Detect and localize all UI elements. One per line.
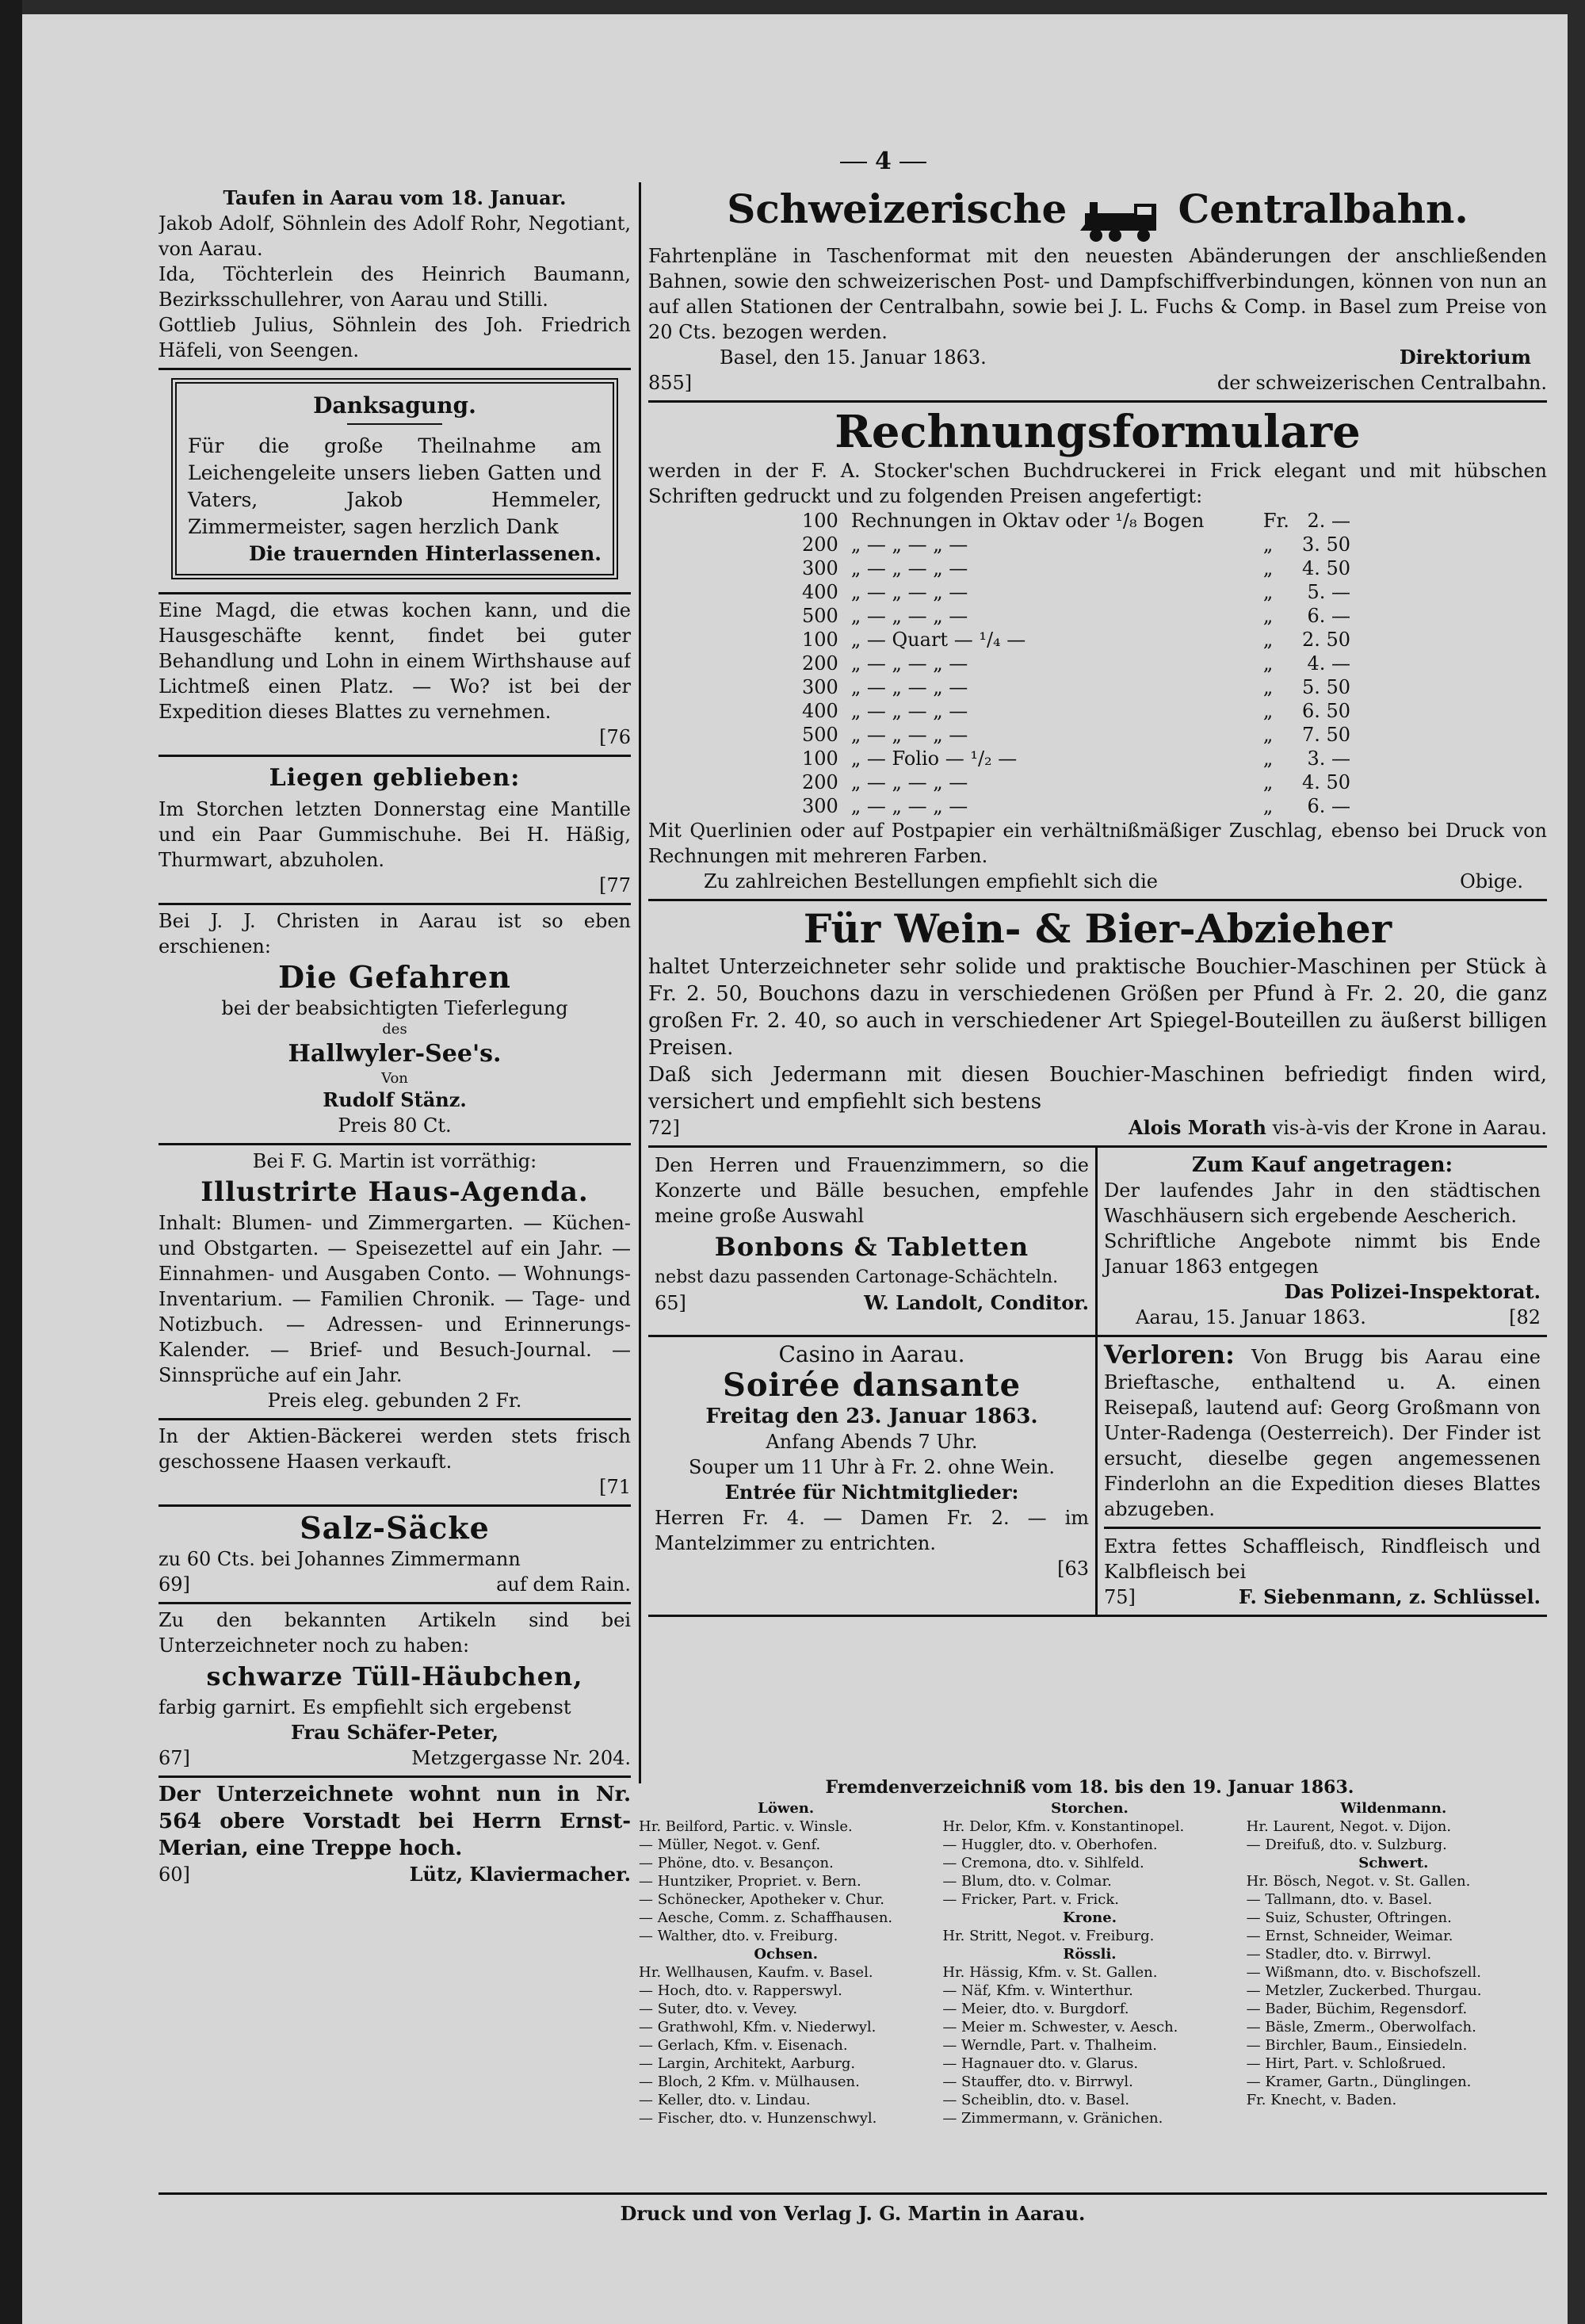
casino-souper: Souper um 11 Uhr à Fr. 2. ohne Wein. [689,1455,1055,1478]
price-cell: 7. 50 [1301,723,1351,746]
gefahren-author: Rudolf Stänz. [323,1088,467,1111]
hotel-name: Rössli. [1063,1946,1117,1963]
salz-footer [158,1572,631,1597]
verloren-footer [1104,1584,1541,1610]
salz-notice [158,1507,631,1604]
gefahren-title: Die Gefahren [278,959,511,995]
scan-edge-left [0,0,22,2324]
price-cell: 300 [802,794,838,817]
guest-entry: — Scheiblin, dto. v. Basel. [942,2092,1130,2108]
casino-entree: Entrée für Nichtmitglieder: [724,1480,1019,1504]
guest-entry: — Metzler, Zuckerbed. Thurgau. [1246,1982,1482,1999]
price-cell: „ [1262,794,1274,817]
guest-entry: Hr. Wellhausen, Kaufm. v. Basel. [639,1964,873,1981]
guest-entry: — Stadler, dto. v. Birrwyl. [1246,1946,1432,1963]
bahn-notice [648,182,1547,403]
casino-notice [648,1337,1098,1615]
mid-two-column [648,1148,1547,1337]
haasen-notice [158,1420,631,1507]
hotel-name: Löwen. [758,1800,815,1817]
price-row [796,580,1357,604]
price-cell: 500 [802,723,838,746]
guest-entry: — Huntziker, Propriet. v. Bern. [639,1873,861,1890]
guest-entry: — Cremona, dto. v. Sihlfeld. [942,1855,1144,1871]
price-row [796,770,1357,794]
price-cell: „ [1262,604,1274,627]
guest-entry: Fr. Knecht, v. Baden. [1246,2092,1397,2108]
guest-entry: — Ernst, Schneider, Weimar. [1246,1928,1453,1944]
price-cell: „ — „ — „ — [850,604,968,627]
scan-edge-right [1568,0,1585,2324]
bonbons-title: Bonbons & Tabletten [714,1231,1029,1262]
hotel-name: Storchen. [1051,1800,1129,1817]
gefahren-price: Preis 80 Ct. [338,1114,452,1137]
guest-entry: Hr. Laurent, Negot. v. Dijon. [1246,1818,1452,1835]
price-row [796,652,1357,675]
verloren-rule [1104,1527,1541,1529]
guest-entry: — Meier, dto. v. Burgdorf. [942,2001,1129,2017]
bahn-title-left: Schweizerische [727,185,1067,232]
hauben-footer [158,1745,631,1771]
price-cell: 6. — [1307,794,1351,817]
hotel-name: Krone. [1063,1909,1117,1926]
guest-entry: — Stauffer, dto. v. Birrwyl. [942,2074,1133,2090]
haasen-number: [71 [599,1476,631,1498]
salz-number: 69] [158,1573,190,1596]
guest-entry: — Huggler, dto. v. Oberhofen. [942,1837,1158,1853]
agenda-text: Inhalt: Blumen- und Zimmergarten. — Küchen- und Obstgarten. — Speisezettel auf ein Jahr. — Einnahmen- und Ausgaben Conto. — Wohnungs-Inventarium. — Familien Chronik. — Tage- und Notizbuch. — Adressen- und Erinnerungs-Kalender. — Brief- und Besuch-Journal. — Sinnsprüche auf ein Jahr. [158,1212,631,1386]
price-row [796,533,1357,556]
verloren-notice [1098,1337,1547,1615]
price-cell: „ [1262,723,1274,746]
bahn-text: Fahrtenpläne in Taschenformat mit den neuesten Abänderungen der anschließenden Bahnen, sowie den schweizerischen Post- und Dampfschiffverbindungen, können von nun an auf allen Stationen der Centralbahn, sowie bei J. L. Fuchs & Comp. in Basel zum Preise von 20 Cts. bezogen werden. [648,244,1547,343]
magd-number: [76 [599,726,631,748]
liegen-number: [77 [599,874,631,896]
price-cell: „ — Folio — ¹/₂ — [850,747,1018,770]
wein-name: Alois Morath [1128,1115,1267,1139]
agenda-intro: Bei F. G. Martin ist vorräthig: [252,1150,537,1172]
bonbons-name: W. Landolt, Conditor. [864,1290,1089,1314]
locomotive-icon [1079,196,1166,243]
guest-entry: — Bloch, 2 Kfm. v. Mülhausen. [639,2074,860,2090]
wohnt-number: 60] [158,1863,190,1886]
danksagung-notice [158,370,631,594]
price-cell: 100 [802,628,838,651]
fremden-columns [634,1799,1545,2127]
price-row [796,794,1357,818]
agenda-notice [158,1145,631,1420]
guest-entry: Hr. Stritt, Negot. v. Freiburg. [942,1928,1155,1944]
salz-text: zu 60 Cts. bei Johannes Zimmermann [158,1548,521,1570]
price-row [796,699,1357,723]
ankauf-notice [1098,1148,1547,1335]
guest-entry: — Hoch, dto. v. Rapperswyl. [639,1982,842,1999]
price-cell: 5. 50 [1301,675,1351,698]
haasen-text: In der Aktien-Bäckerei werden stets frisch geschossene Haasen verkauft. [158,1425,631,1473]
hauben-name: Frau Schäfer-Peter, [290,1721,499,1744]
wein-number: 72] [648,1116,680,1139]
price-cell: 400 [802,699,838,722]
salz-sub: auf dem Rain. [496,1573,631,1596]
casino-prices: Herren Fr. 4. — Damen Fr. 2. — im Mantelzimmer zu entrichten. [655,1506,1089,1554]
taufen-entry: Gottlieb Julius, Söhnlein des Joh. Friedrich Häfeli, von Seengen. [158,314,631,361]
salz-title: Salz-Säcke [300,1510,490,1546]
price-cell: „ [1262,628,1274,651]
price-cell: „ — „ — „ — [850,675,968,698]
bahn-date: Basel, den 15. Januar 1863. [720,346,987,369]
casino-start: Anfang Abends 7 Uhr. [766,1430,978,1453]
hotel-name: Ochsen. [754,1946,818,1963]
price-cell: 5. — [1307,580,1351,603]
scan-edge-top [0,0,1585,14]
danksagung-rule [347,423,442,425]
guest-entry: — Hirt, Part. v. Schloßrued. [1246,2055,1446,2072]
ankauf-footer [1104,1305,1541,1330]
guest-entry: — Phöne, dto. v. Besançon. [639,1855,834,1871]
bahn-number: 855] [648,371,693,394]
price-cell: „ [1262,675,1274,698]
price-table [796,509,1357,818]
guest-entry: — Suter, dto. v. Vevey. [639,2001,798,2017]
guest-entry: — Schönecker, Apotheker v. Chur. [639,1891,885,1908]
price-cell: „ — „ — „ — [850,652,968,675]
bahn-signer2: der schweizerischen Centralbahn. [1216,371,1547,394]
wein-text: haltet Unterzeichneter sehr solide und praktische Bouchier-Maschinen per Stück à Fr. 2. 50, Bouchons dazu in verschiedenen Größen per Pfund à Fr. 2. 20, die ganz großen Fr. 2. 40, so auch in verschiedener Art Spiegel-Bouteillen zu äußerst billigen Preisen. [648,954,1547,1060]
taufen-notice [158,182,631,370]
wohnt-name: Lütz, Klaviermacher. [409,1863,631,1886]
guest-entry: — Bäsle, Zmerm., Oberwolfach. [1246,2019,1476,2035]
price-cell: 2. — [1307,509,1351,532]
fremden-column [634,1799,938,2127]
guest-entry: — Fischer, dto. v. Hunzenschwyl. [639,2110,877,2127]
ankauf-date: Aarau, 15. Januar 1863. [1136,1305,1366,1328]
price-cell: „ — „ — „ — [850,556,968,579]
price-cell: „ [1262,580,1274,603]
bonbons-number: 65] [655,1291,686,1314]
casino-date: Freitag den 23. Januar 1863. [705,1404,1038,1428]
page-number: 4 [832,147,934,175]
magd-notice [158,594,631,757]
bonbons-notice [648,1148,1098,1335]
guest-entry: — Wißmann, dto. v. Bischofszell. [1246,1964,1481,1981]
price-cell: 300 [802,556,838,579]
price-row [796,747,1357,770]
agenda-price: Preis eleg. gebunden 2 Fr. [267,1389,522,1412]
gefahren-lake: Hallwyler-See's. [288,1040,502,1068]
guest-entry: Hr. Bösch, Negot. v. St. Gallen. [1246,1873,1471,1890]
hotel-name: Schwert. [1358,1855,1429,1871]
guest-entry: Hr. Hässig, Kfm. v. St. Gallen. [942,1964,1158,1981]
rechnung-note: Mit Querlinien oder auf Postpapier ein verhältnißmäßiger Zuschlag, ebenso bei Druck von Rechnungen mit mehreren Farben. [648,819,1547,867]
gefahren-line: bei der beabsichtigten Tieferlegung [221,997,568,1019]
price-cell: Fr. [1262,509,1289,532]
left-column [158,182,631,2188]
verloren-name: F. Siebenmann, z. Schlüssel. [1238,1584,1541,1608]
taufen-entry: Jakob Adolf, Söhnlein des Adolf Rohr, Negotiant, von Aarau. [158,212,631,260]
guest-entry: — Bader, Büchim, Regensdorf. [1246,2001,1468,2017]
bonbons-text2: nebst dazu passenden Cartonage-Schächteln. [655,1267,1059,1287]
liegen-text: Im Storchen letzten Donnerstag eine Mantille und ein Paar Gummischuhe. Bei H. Häßig, Thurmwart, abzuholen. [158,798,631,871]
guest-entry: — Meier m. Schwester, v. Aesch. [942,2019,1178,2035]
verloren-number: 75] [1104,1585,1136,1608]
price-cell: „ — „ — „ — [850,770,968,793]
price-cell: „ — „ — „ — [850,699,968,722]
guest-entry: — Werndle, Part. v. Thalheim. [942,2037,1157,2054]
price-row [796,509,1357,533]
guest-entry: — Fricker, Part. v. Frick. [942,1891,1119,1908]
wohnt-footer [158,1862,631,1887]
guest-entry: — Kramer, Gartn., Dünglingen. [1246,2074,1472,2090]
price-cell: „ — „ — „ — [850,580,968,603]
danksagung-box [171,378,618,579]
hauben-addr: Metzgergasse Nr. 204. [411,1747,631,1769]
guest-entry: — Largin, Architekt, Aarburg. [639,2055,856,2072]
price-cell: 500 [802,604,838,627]
liegen-notice [158,757,631,905]
wein-addr: vis-à-vis der Krone in Aarau. [1272,1116,1547,1139]
taufen-heading: Taufen in Aarau vom 18. Januar. [223,186,567,209]
guest-entry: — Aesche, Comm. z. Schaffhausen. [639,1909,893,1926]
price-row [796,556,1357,580]
price-cell: 100 [802,509,838,532]
magd-text: Eine Magd, die etwas kochen kann, und die Hausgeschäfte kennt, findet bei guter Behandlung und Lohn in einem Wirthshause auf Lichtmeß einen Platz. — Wo? ist bei der Expedition dieses Blattes zu vernehmen. [158,599,631,723]
danksagung-title: Danksagung. [313,392,476,419]
hauben-text: farbig garnirt. Es empfiehlt sich ergebenst [158,1696,571,1718]
fremden-column [938,1799,1241,2127]
ankauf-text: Der laufendes Jahr in den städtischen Waschhäusern sich ergebende Aescherich. [1104,1179,1541,1227]
price-cell: „ [1262,747,1274,770]
price-cell: 3. — [1307,747,1351,770]
rechnung-closing: Zu zahlreichen Bestellungen empfiehlt sich die [704,870,1159,893]
wein-footer [648,1115,1547,1141]
bahn-date-row [648,345,1547,370]
price-cell: 400 [802,580,838,603]
price-row [796,675,1357,699]
liegen-title: Liegen geblieben: [269,764,521,792]
agenda-title: Illustrirte Haus-Agenda. [201,1176,589,1208]
gefahren-von: Von [381,1070,408,1087]
bahn-title-right: Centralbahn. [1178,185,1469,232]
price-cell: 200 [802,533,838,556]
fremden-section [634,1775,1545,2180]
ankauf-text2: Schriftliche Angebote nimmt bis Ende Januar 1863 entgegen [1104,1229,1541,1278]
price-cell: 3. 50 [1301,533,1351,556]
rechnung-closing-row [648,869,1547,894]
price-cell: 100 [802,747,838,770]
guest-entry: — Tallmann, dto. v. Basel. [1246,1891,1433,1908]
rechnung-intro: werden in der F. A. Stocker'schen Buchdruckerei in Frick elegant und mit hübschen Schriften gedruckt und zu folgenden Preisen angefertigt: [648,459,1547,507]
price-cell: 6. 50 [1301,699,1351,722]
guest-entry: — Müller, Negot. v. Genf. [639,1837,821,1853]
price-cell: „ [1262,770,1274,793]
price-cell: 6. — [1307,604,1351,627]
printer-footer: Druck und von Verlag J. G. Martin in Aarau. [620,2202,1086,2225]
verloren-title: Verloren: [1104,1339,1235,1370]
danksagung-text: Für die große Theilnahme am Leichengeleite unsers lieben Gatten und Vaters, Jakob Hemmeler, Zimmermeister, sagen herzlich Dank [188,434,602,538]
ankauf-number: [82 [1509,1305,1541,1328]
wohnt-notice [158,1778,631,1887]
hauben-number: 67] [158,1747,190,1769]
bonbons-footer [655,1290,1089,1316]
price-cell: „ — „ — „ — [850,723,968,746]
gefahren-intro: Bei J. J. Christen in Aarau ist so eben erschienen: [158,910,631,958]
casino-head: Casino in Aarau. [778,1340,965,1367]
guest-entry: — Dreifuß, dto. v. Sulzburg. [1246,1837,1447,1853]
wohnt-text: Der Unterzeichnete wohnt nun in Nr. 564 obere Vorstadt bei Herrn Ernst-Merian, eine Treppe hoch. [158,1783,631,1860]
guest-entry: — Keller, dto. v. Lindau. [639,2092,811,2108]
guest-entry: — Hagnauer dto. v. Glarus. [942,2055,1139,2072]
hotel-name: Wildenmann. [1340,1800,1447,1817]
bahn-title [648,185,1547,243]
hauben-title: schwarze Tüll-Häubchen, [206,1661,583,1691]
wein-title: Für Wein- & Bier-Abzieher [803,904,1392,952]
rechnung-sign: Obige. [1460,870,1523,893]
wein-notice [648,901,1547,1148]
danksagung-signature: Die trauernden Hinterlassenen. [248,542,602,565]
right-column [648,182,1547,1772]
price-cell: 4. 50 [1301,770,1351,793]
price-cell: 2. 50 [1301,628,1351,651]
casino-title: Soirée dansante [722,1366,1022,1404]
price-cell: Rechnungen in Oktav oder ¹/₈ Bogen [850,509,1205,532]
verloren-text: Von Brugg bis Aarau eine Brieftasche, enthaltend u. A. einen Reisepaß, lautend auf: Georg Großmann von Unter-Radenga (Oesterreich). Der Finder ist ersucht, dieselbe gegen angemessenen Finderlohn an die Expedition dieses Blattes abzugeben. [1104,1345,1541,1520]
guest-entry: Hr. Beilford, Partic. v. Winsle. [639,1818,853,1835]
column-divider [639,182,641,1783]
guest-entry: — Blum, dto. v. Colmar. [942,1873,1112,1890]
fremden-heading: Fremdenverzeichniß vom 18. bis den 19. Januar 1863. [825,1777,1354,1798]
price-cell: 4. — [1307,652,1351,675]
fremden-column [1242,1799,1545,2127]
price-cell: 300 [802,675,838,698]
price-cell: 4. 50 [1301,556,1351,579]
ankauf-title: Zum Kauf angetragen: [1191,1152,1453,1177]
gefahren-notice [158,905,631,1145]
price-row [796,628,1357,652]
price-cell: 200 [802,770,838,793]
footer-rule [158,2192,1547,2195]
casino-number: [63 [1057,1557,1089,1580]
guest-entry: — Gerlach, Kfm. v. Eisenach. [639,2037,848,2054]
bahn-sign-row [648,370,1547,396]
bahn-signer: Direktorium [1399,345,1531,369]
gefahren-line: des [382,1021,407,1038]
price-cell: 200 [802,652,838,675]
bonbons-text: Den Herren und Frauenzimmern, so die Konzerte und Bälle besuchen, empfehle meine große Auswahl [655,1153,1089,1227]
lower-two-column [648,1337,1547,1617]
guest-entry: — Zimmermann, v. Gränichen. [942,2110,1163,2127]
price-cell: „ [1262,699,1274,722]
guest-entry: — Walther, dto. v. Freiburg. [639,1928,838,1944]
rechnung-notice [648,403,1547,901]
rechnung-title: Rechnungsformulare [835,405,1361,458]
price-row [796,723,1357,747]
guest-entry: Hr. Delor, Kfm. v. Konstantinopel. [942,1818,1185,1835]
taufen-entry: Ida, Töchterlein des Heinrich Baumann, Bezirksschullehrer, von Aarau und Stilli. [158,263,631,311]
verloren-text2: Extra fettes Schaffleisch, Rindfleisch und Kalbfleisch bei [1104,1535,1541,1583]
hauben-intro: Zu den bekannten Artikeln sind bei Unterzeichneter noch zu haben: [158,1609,631,1657]
ankauf-sign: Das Polizei-Inspektorat. [1284,1279,1541,1303]
guest-entry: — Suiz, Schuster, Oftringen. [1246,1909,1452,1926]
price-cell: „ — „ — „ — [850,533,968,556]
price-cell: „ [1262,533,1274,556]
hauben-notice [158,1604,631,1778]
guest-entry: — Grathwohl, Kfm. v. Niederwyl. [639,2019,877,2035]
price-cell: „ [1262,652,1274,675]
price-row [796,604,1357,628]
price-cell: „ — „ — „ — [850,794,968,817]
guest-entry: — Birchler, Baum., Einsiedeln. [1246,2037,1468,2054]
guest-entry: — Näf, Kfm. v. Winterthur. [942,1982,1133,1999]
price-cell: „ [1262,556,1274,579]
price-cell: „ — Quart — ¹/₄ — [850,628,1026,651]
wein-text2: Daß sich Jedermann mit diesen Bouchier-Maschinen befriedigt finden wird, versichert und empfiehlt sich bestens [648,1062,1547,1114]
